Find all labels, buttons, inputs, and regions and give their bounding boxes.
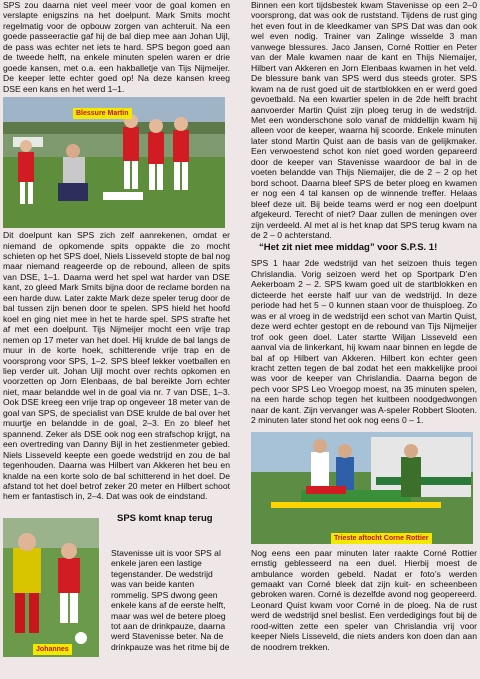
article-paragraph: Dit doelpunt kan SPS zich zelf aanrekenen, omdat er niemand de opkomende spits oppakte die zo mocht schieten op het SPS doel, Niels Lisseveld stopte de bal nog maar niemand reageerde op de rebound, alleen de spits van DSE, 1–1. Daarna werd het spel wat harder van DSE kant, zo gleed Mark Smits bijna door de reclame borden na een harde duw. Later zakte Mark deze speler terug door de bal tussen zijn benen door te spelen. SPS hield het hoofd koel en ging niet mee in het te harde spel. SPS strafte het af met een doelpunt. Tijs Nijmeijer mocht een vrije trap nemen op 17 meter van het doel. Hij krulde de bal langs de muur in de korte hoek, schitterende vrije trap en de voorsprong voor SPS, 1–2. SPS bleef lekker voetballen en liep verder uit. Johan Uijl mocht over rechts opkomen en voorzetten op Jorn Elenbaas, de bal bereikte Jorn echter niet, maar belandde wel in de goal via nr. 7 van DSE, 1–3. Ook DSE kreeg een vrije trap op ongeveer 18 meter van de goal van SPS, de specialist van DSE krulde de bal over het muurtje en belandde in de goal, 2–3. En zo bleef het spannend. Zeker als DSE ook nog een strafschop krijgt, na een overtreding van Danny Bijl in het zestienmeter gebied. Niels Lisseveld keepte een goede wedstrijd en zou de bal tegenhouden. Daarna was Hilbert van Akkeren het beu en knalde na een korte solo de bal schitterend in het doel. De afstand tot het doel betrof zeker 20 meter en Hilbert schoot hem er fantastisch in, 2–4. Dat was ook de eindstand.: [3, 230, 230, 502]
sps-comeback-article: [111, 510, 230, 653]
article-paragraph: SPS zou daarna niet veel meer voor de goal komen en verslapte enigszins na het doelpunt. Mark Smits mocht regelmatig voor de opbouw zorgen van achteruit. Na een goede passeeractie gaf hij de bal diep mee aan Johan Uijl, de pass was echter net iets te hard. SPS begon goed aan de tweede helft, na enkele minuten spelen waren er drie goede kansen, met o.a. een hakballetje van Tijs Nijmeijer. De keeper lette echter goed op! Na deze kansen kreeg DSE een kans en het werd 1–1.: [3, 0, 230, 94]
article-paragraph: Binnen een kort tijdsbestek kwam Stavenisse op een 2–0 voorsprong, dat was ook de ruststand. Tijdens de rust ging het even fout in de kleedkamer van SPS Dat was dan ook wel even nodig. Trainer van Zalinge wisselde 3 man vanwege blessures. Jaco Jansen, Corné Rottier en Peter van der Male kwamen naar de kant en Thijs Niemaijer, Hilbert van Akkeren en Jorn Elenbaas kwamen in het veld. De blessure bank van SPS werd dus steeds groter. SPS kwam na de rust goed uit de startblokken en er werd goed gevoetbald. Na een kwartier spelen in de 2de helft bracht aanvoerder Martin Quist zijn ploeg terug in de wedstrijd. Met een wonderschone solo vanaf de middellijn kwam hij alleen voor de keeper, waarna hij scoorde. Enkele minuten later stond Martin Quist aan de basis van de gelijkmaker. Een verwoestend schot kon niet goed worden gepareerd door de keeper van Stavenisse waardoor de bal in de voeten belandde van Thijs Niemaijer, die de 2 – 2 op het bord schoot. Daarna bleef SPS de beter ploeg en kwamen er nog een 4 tal kansen op de winnende treffer. Helaas bleef deze uit. Bij beide teams werd er nog een doelpunt afgekeurd. Terecht of niet? Daar zullen de meningen over zijn verdeeld. Al met al is het knap dat SPS terug kwam na de 2 – 0 achterstand.: [251, 0, 477, 240]
section-heading: SPS komt knap terug: [117, 512, 213, 524]
johannes-photo: [3, 518, 99, 657]
ambulance-photo-caption: Trieste aftocht Corne Rottier: [331, 533, 432, 544]
ambulance-photo: [251, 432, 477, 544]
injury-photo-caption: Blessure Martin: [73, 108, 132, 119]
johannes-photo-image: [3, 518, 99, 657]
left-column: [3, 0, 230, 660]
right-column: [251, 0, 477, 652]
johannes-photo-caption: Johannes: [33, 644, 72, 655]
injury-photo: [3, 97, 230, 228]
article-paragraph: SPS 1 haar 2de wedstrijd van het seizoen thuis tegen Chrislandia. Vorig seizoen werd het op Sportpark D’en Aekerboam 2 – 2. SPS kwam goed uit de startblokken en dicteerde het eerste half uur van de wedstrijd. In deze periode had het 5 – 0 kunnen staan voor de thuisploeg. Zo was er al vroeg in de wedstrijd een schot van Martin Quist, deze werd echter gestopt en de rebound van Tijs Nijmeijer trof ook geen doel. Later startte Wiljan Lisseveld een aanval via de linkerkant, hij kwam naar binnen en legde de bal af op Hilbert van Akkeren. Hilbert kon echter geen kracht zetten tegen de bal zodat het een makkelijke prooi was voor de keeper van Chrislandia. Daarna begon de pech voor SPS Leo Vroegop moest, na 35 minuten spelen, na een harde schop tegen het kuitbeen noodgedwongen naar de kant. Zijn vervanger was A-speler Robbert Slooten. 2 minuten later stond het ook nog eens 0 – 1.: [251, 258, 477, 426]
bottom-left-block: [3, 510, 230, 660]
article-paragraph: Nog eens een paar minuten later raakte Corné Rottier ernstig geblesseerd na een duel. Hierbij moest de ambulance worden gebeld. Nadat er foto’s werden gemaakt van Corné bleek dat zijn kuit- en scheenbeen gebroken waren. Corné is dezelfde avond nog geopereerd. Leonard Quist kwam voor Corné in de ploeg. Na de rust werd de wedstrijd snel beslist. Een verdedigings fout bij de rood-witten zette een speler van Chrislandia vrij voor keeper Niels Lisseveld, die niets anders kon doen dan aan de noodrem trekken.: [251, 547, 477, 652]
article-paragraph: Stavenisse uit is voor SPS al enkele jaren een lastige tegenstander. De wedstrijd was van beide kanten rommelig. SPS dwong geen enkele kans af de eerste helft, maar was wel de betere ploeg tot aan de drinkpauze, daarna werd Stavenisse beter. Na de drinkpauze was het ritme bij de: [111, 547, 230, 652]
ambulance-photo-image: [251, 432, 473, 544]
section-heading: “Het zit niet mee middag” voor S.P.S. 1!: [259, 242, 438, 254]
